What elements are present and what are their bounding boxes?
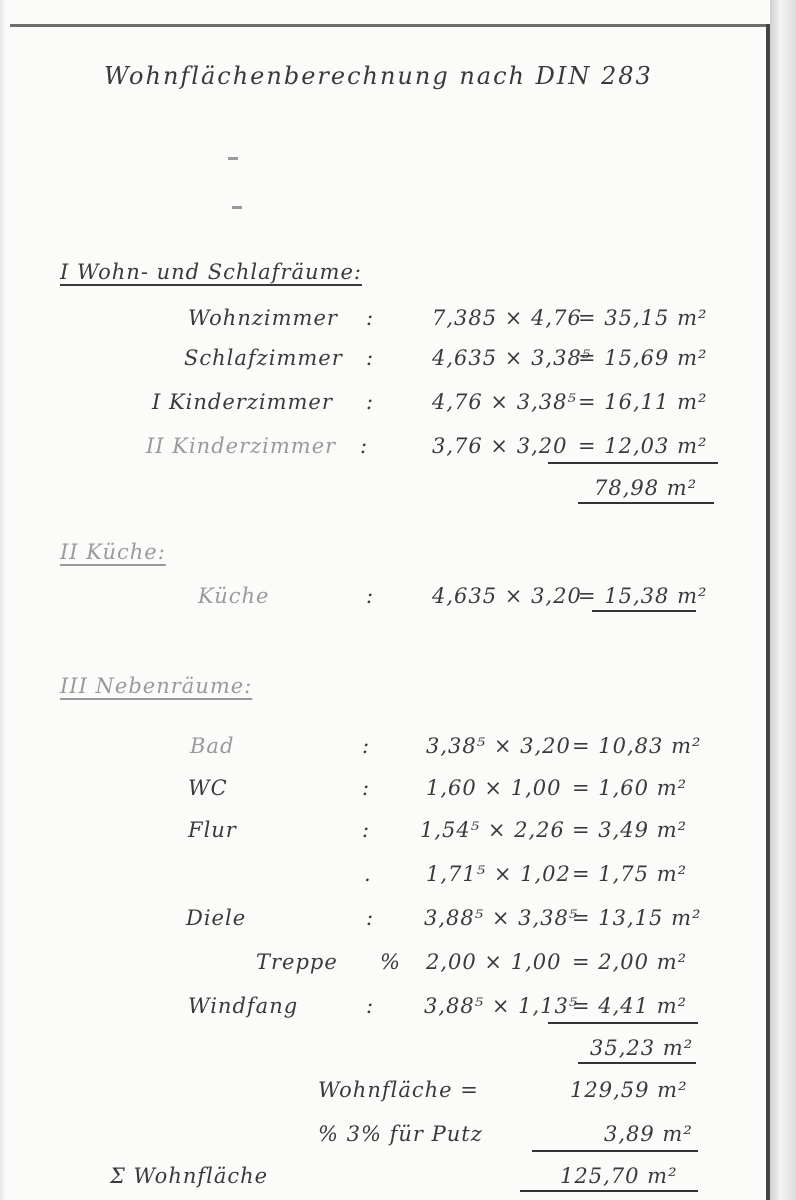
row-separator: : bbox=[366, 906, 375, 930]
row-result: = 4,41 m² bbox=[572, 994, 688, 1018]
row-label: Bad bbox=[190, 734, 235, 758]
row-calculation: 2,00 × 1,00 bbox=[426, 950, 562, 974]
row-result: = 3,49 m² bbox=[572, 818, 688, 842]
section-heading-kueche: II Küche: bbox=[60, 540, 166, 564]
row-result: = 10,83 m² bbox=[572, 734, 702, 758]
page-title: Wohnflächenberechnung nach DIN 283 bbox=[104, 62, 653, 90]
row-result: = 2,00 m² bbox=[572, 950, 688, 974]
wohnflaeche-value: 129,59 m² bbox=[570, 1078, 688, 1102]
row-calculation: 3,88⁵ × 1,13⁵ bbox=[424, 994, 579, 1018]
row-separator: . bbox=[364, 862, 372, 886]
section-heading-wohn-schlafraeume: I Wohn- und Schlafräume: bbox=[60, 260, 362, 284]
row-separator: : bbox=[366, 346, 375, 370]
row-result: = 16,11 m² bbox=[578, 390, 708, 414]
row-result: = 1,75 m² bbox=[572, 862, 688, 886]
row-label: Küche bbox=[198, 584, 270, 608]
row-calculation: 4,635 × 3,20 bbox=[432, 584, 582, 608]
row-separator: : bbox=[366, 584, 375, 608]
row-label: Windfang bbox=[188, 994, 299, 1018]
row-separator: : bbox=[360, 434, 369, 458]
row-separator: : bbox=[362, 818, 371, 842]
row-label: WC bbox=[188, 776, 228, 800]
sum-rule bbox=[532, 1150, 698, 1152]
row-label: Wohnzimmer bbox=[188, 306, 338, 330]
page-right-border bbox=[766, 24, 770, 1200]
row-label: Treppe bbox=[256, 950, 338, 974]
sum-rule bbox=[520, 1190, 698, 1192]
row-label: I Kinderzimmer bbox=[152, 390, 333, 414]
sum-rule bbox=[548, 462, 718, 464]
row-result: = 12,03 m² bbox=[578, 434, 708, 458]
row-result: = 15,69 m² bbox=[578, 346, 708, 370]
row-label: Flur bbox=[188, 818, 237, 842]
row-calculation: 1,54⁵ × 2,26 bbox=[420, 818, 565, 842]
scan-mark bbox=[232, 206, 242, 209]
row-calculation: 1,71⁵ × 1,02 bbox=[426, 862, 571, 886]
section-subtotal: 78,98 m² bbox=[594, 476, 698, 500]
row-separator: % bbox=[380, 950, 401, 974]
row-label: Schlafzimmer bbox=[184, 346, 343, 370]
page-left-edge bbox=[0, 0, 6, 1200]
row-calculation: 4,76 × 3,38⁵ bbox=[432, 390, 577, 414]
section-heading-nebenraeume: III Nebenräume: bbox=[60, 674, 253, 698]
row-separator: : bbox=[362, 734, 371, 758]
total-label: Σ Wohnfläche bbox=[110, 1164, 269, 1188]
section-subtotal: 35,23 m² bbox=[590, 1036, 694, 1060]
row-calculation: 3,76 × 3,20 bbox=[432, 434, 568, 458]
total-value: 125,70 m² bbox=[560, 1164, 678, 1188]
row-result: = 15,38 m² bbox=[578, 584, 708, 608]
sum-rule bbox=[548, 1022, 698, 1024]
wohnflaeche-label: Wohnfläche = bbox=[318, 1078, 479, 1102]
sum-rule bbox=[578, 1062, 696, 1064]
row-result: = 1,60 m² bbox=[572, 776, 688, 800]
row-label: II Kinderzimmer bbox=[146, 434, 337, 458]
page-top-border bbox=[10, 24, 768, 27]
row-calculation: 3,88⁵ × 3,38⁵ bbox=[424, 906, 579, 930]
row-calculation: 3,38⁵ × 3,20 bbox=[426, 734, 571, 758]
page-right-shadow bbox=[770, 0, 796, 1200]
row-label: Diele bbox=[186, 906, 247, 930]
sum-rule bbox=[578, 502, 714, 504]
row-calculation: 1,60 × 1,00 bbox=[426, 776, 562, 800]
row-result: = 35,15 m² bbox=[578, 306, 708, 330]
putz-value: 3,89 m² bbox=[604, 1122, 693, 1146]
row-separator: : bbox=[366, 994, 375, 1018]
row-calculation: 4,635 × 3,38⁵ bbox=[432, 346, 592, 370]
row-separator: : bbox=[362, 776, 371, 800]
row-calculation: 7,385 × 4,76 bbox=[432, 306, 582, 330]
row-result: = 13,15 m² bbox=[572, 906, 702, 930]
scan-mark bbox=[228, 157, 238, 160]
row-separator: : bbox=[366, 306, 375, 330]
row-separator: : bbox=[366, 390, 375, 414]
putz-label: % 3% für Putz bbox=[318, 1122, 483, 1146]
sum-rule bbox=[592, 610, 696, 612]
